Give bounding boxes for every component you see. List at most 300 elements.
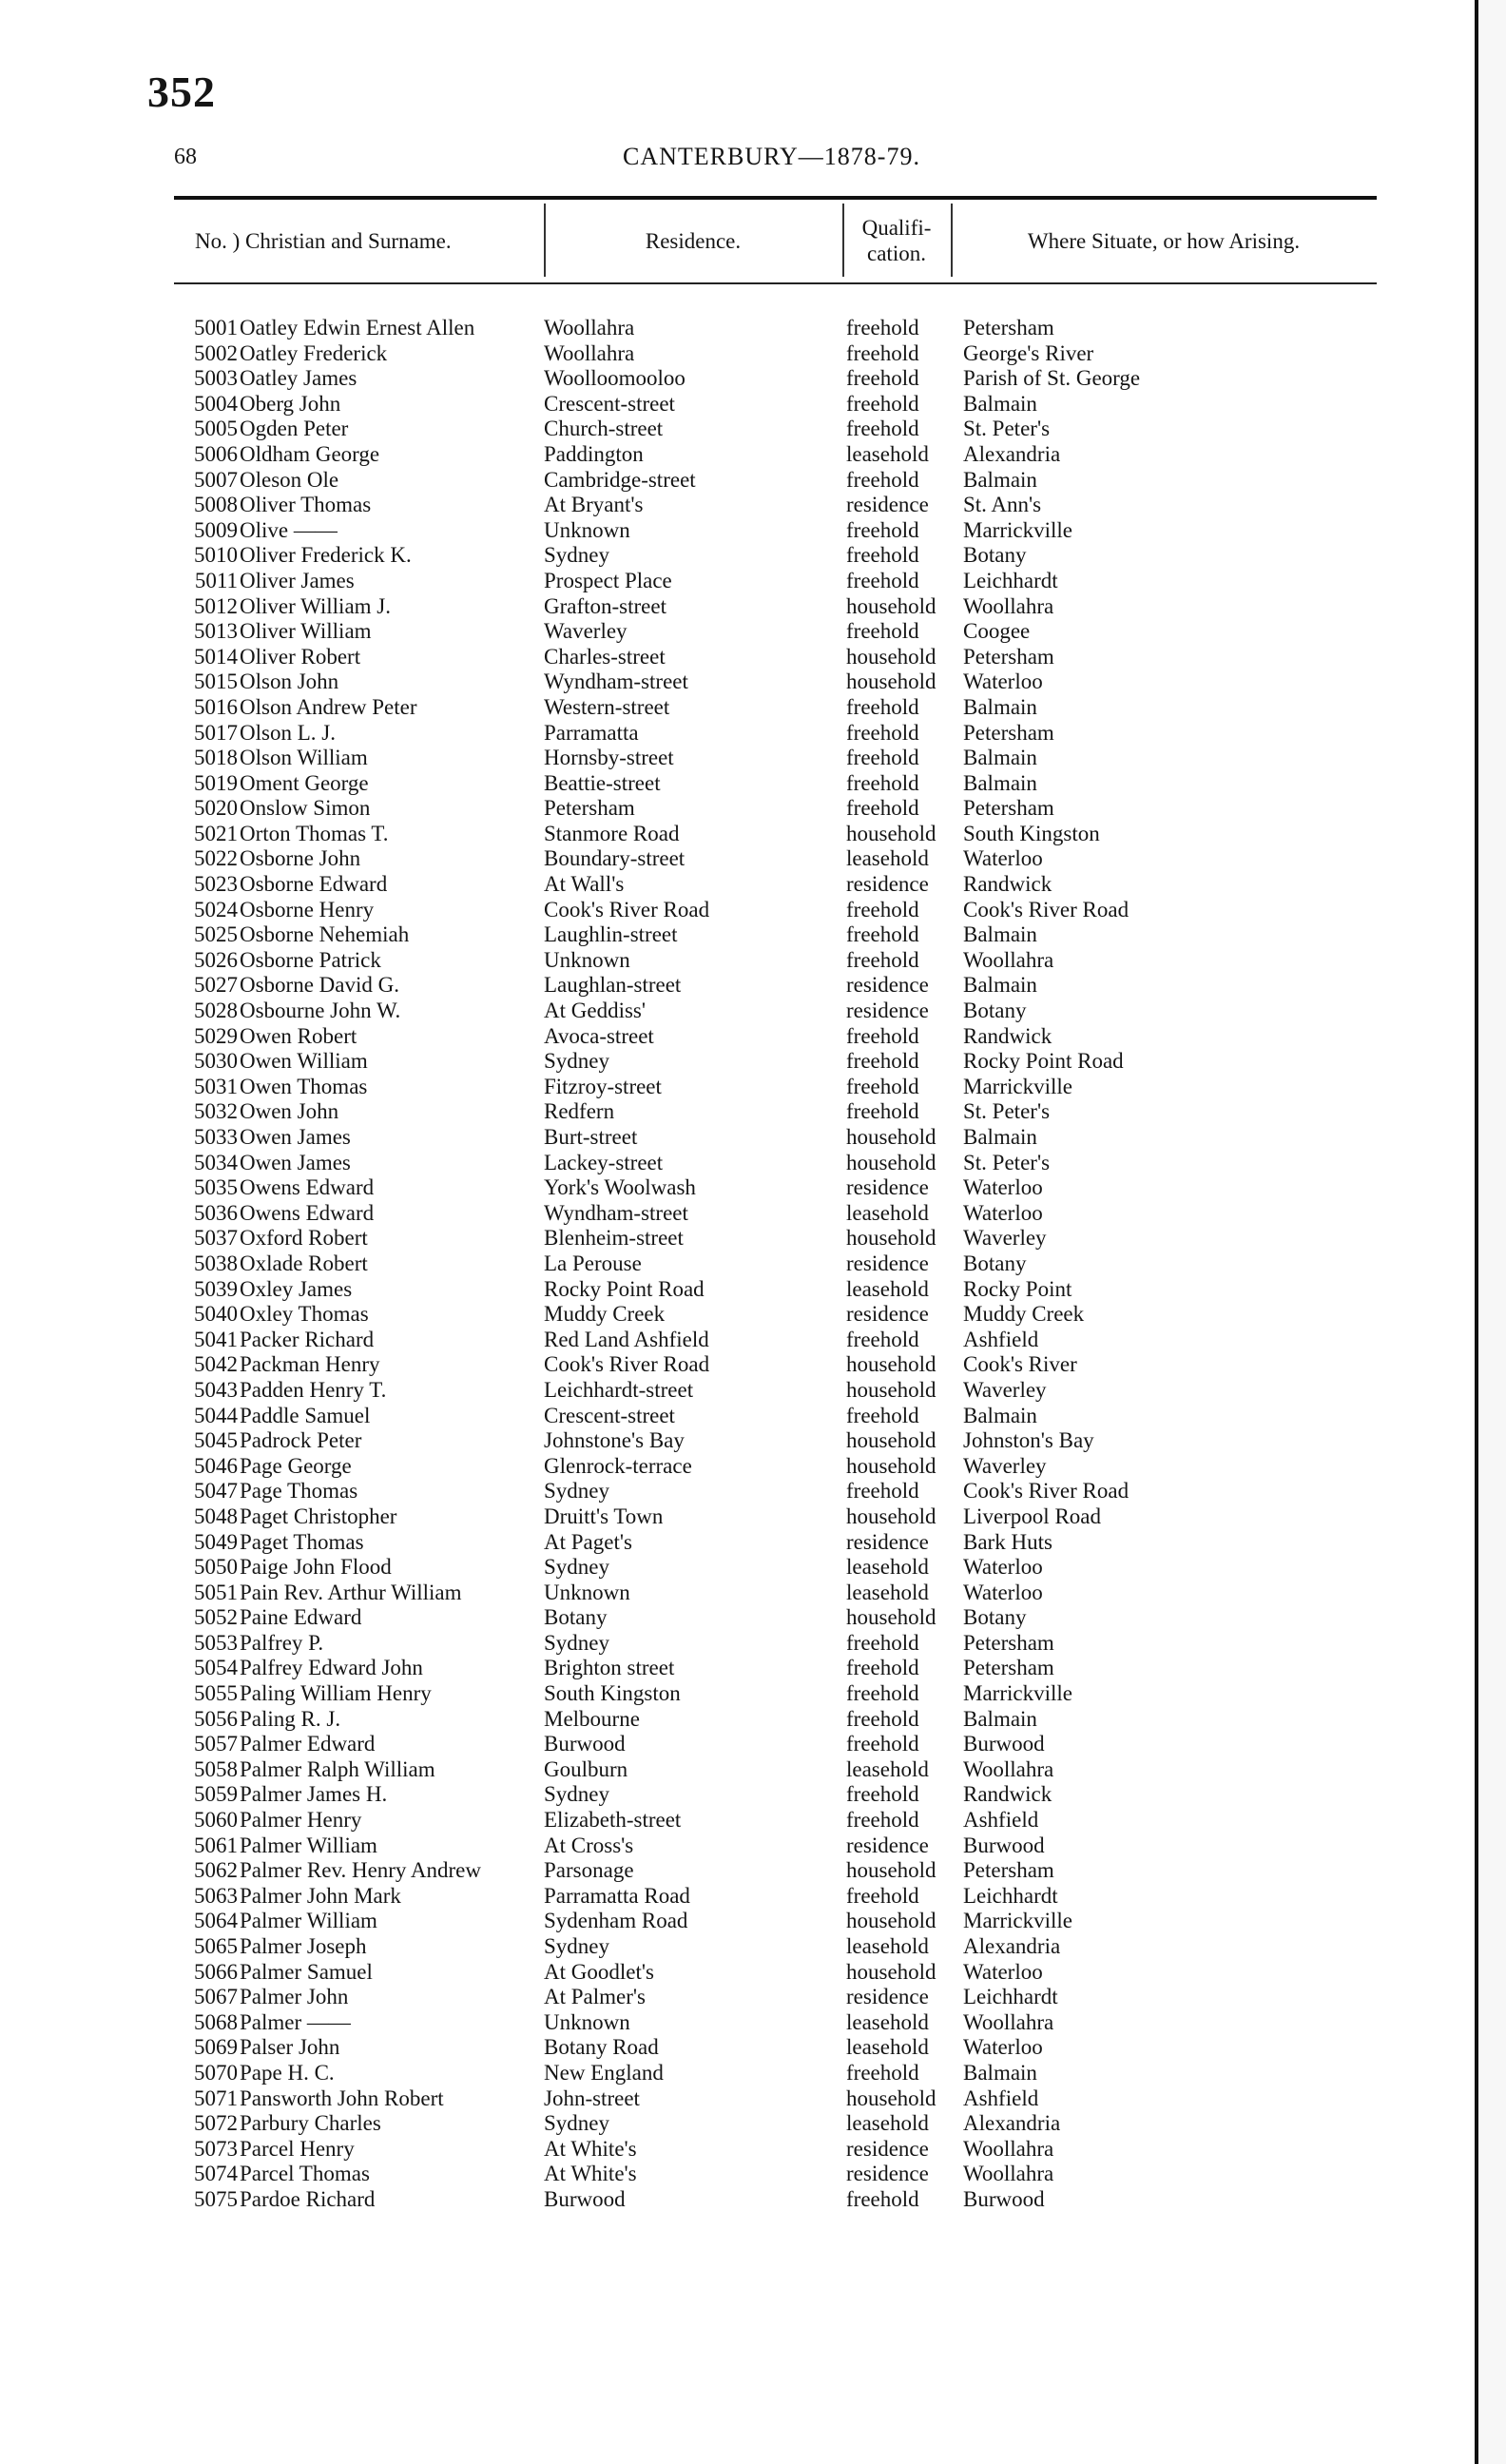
entry-qualification: freehold [846,1074,919,1098]
entry-residence: Johnstone's Bay [544,1428,685,1453]
table-row [0,1530,1464,1556]
entry-name: Oxford Robert [240,1226,368,1251]
entry-where: Marrickville [963,1681,1072,1706]
entry-name: Oatley James [240,366,357,391]
entry-qualification: residence [846,1529,929,1554]
entry-residence: Unknown [544,947,630,972]
table-row [0,1201,1464,1227]
entry-name: Palmer Ralph William [240,1756,435,1781]
entry-residence: Cook's River Road [544,1352,710,1377]
entry-qualification: leasehold [846,2009,929,2034]
entry-where: Leichhardt [963,568,1058,592]
entry-where: Alexandria [963,441,1061,466]
entry-name: Owens Edward [240,1175,375,1200]
entry-number: 5004 [194,391,238,416]
table-row [0,1757,1464,1783]
entry-qualification: freehold [846,1732,919,1756]
entry-residence: Church-street [544,417,664,441]
entry-where: St. Ann's [963,493,1042,517]
entry-residence: Burwood [544,1732,626,1756]
entry-residence: Melbourne [544,1706,640,1731]
entry-number: 5043 [194,1377,238,1402]
entry-where: Leichhardt [963,1883,1058,1908]
table-row [0,999,1464,1024]
entry-number: 5047 [194,1479,238,1504]
entry-qualification: freehold [846,467,919,492]
entry-name: Oatley Frederick [240,340,388,365]
entry-residence: At Goodlet's [544,1959,654,1984]
entry-qualification: freehold [846,1883,919,1908]
entry-where: Botany [963,543,1027,568]
entry-name: Page Thomas [240,1479,358,1504]
entry-qualification: freehold [846,1479,919,1504]
entry-name: Oberg John [240,391,341,416]
entry-name: Palmer Rev. Henry Andrew [240,1858,481,1883]
entry-residence: York's Woolwash [544,1175,696,1200]
entry-number: 5018 [194,746,238,770]
entry-number: 5021 [194,821,238,845]
entry-where: Balmain [963,922,1037,947]
table-row [0,1175,1464,1201]
table-row [0,1378,1464,1404]
entry-residence: Rocky Point Road [544,1276,705,1301]
entry-where: Waverley [963,1377,1047,1402]
entry-qualification: residence [846,1175,929,1200]
entry-qualification: household [846,1453,936,1478]
entry-number: 5057 [194,1732,238,1756]
table-row [0,1277,1464,1303]
entry-qualification: residence [846,1302,929,1327]
entry-qualification: residence [846,872,929,897]
entry-residence: Waverley [544,619,628,644]
entry-name: Pansworth John Robert [240,2086,444,2110]
entry-where: Waterloo [963,1555,1043,1580]
table-row [0,1226,1464,1251]
entry-where: Waverley [963,1453,1047,1478]
entry-name: Oleson Ole [240,467,339,492]
entry-number: 5042 [194,1352,238,1377]
entry-number: 5015 [194,669,238,694]
entry-number: 5069 [194,2035,238,2060]
table-row [0,366,1464,392]
entry-where: Bark Huts [963,1529,1052,1554]
entry-name: Palmer —— [240,2009,351,2034]
entry-number: 5073 [194,2136,238,2161]
entry-residence: South Kingston [544,1681,681,1706]
book-spine-edge [1475,0,1506,2464]
entry-name: Paine Edward [240,1605,362,1630]
entry-where: Petersham [963,1858,1054,1883]
entry-residence: Prospect Place [544,568,672,592]
entry-qualification: freehold [846,1681,919,1706]
entry-qualification: household [846,1959,936,1984]
entry-name: Olson John [240,669,339,694]
entry-number: 5024 [194,897,238,922]
entry-number: 5012 [194,593,238,618]
entry-where: Waterloo [963,669,1043,694]
entry-number: 5068 [194,2009,238,2034]
entry-number: 5060 [194,1808,238,1833]
entry-qualification: residence [846,2162,929,2186]
entry-where: Leichhardt [963,1985,1058,2009]
table-row [0,1858,1464,1884]
entry-name: Oatley Edwin Ernest Allen [240,316,475,340]
entry-where: Ashfield [963,2086,1039,2110]
entry-qualification: freehold [846,1023,919,1048]
entry-number: 5028 [194,999,238,1023]
entry-qualification: residence [846,1985,929,2009]
entry-number: 5001 [194,316,238,340]
entry-number: 5014 [194,644,238,669]
entry-qualification: residence [846,493,929,517]
entry-qualification: freehold [846,619,919,644]
table-row [0,1302,1464,1328]
entry-where: Botany [963,999,1027,1023]
entry-qualification: residence [846,1833,929,1857]
table-row [0,569,1464,594]
table-row [0,468,1464,494]
entry-residence: Parsonage [544,1858,634,1883]
entry-name: Padden Henry T. [240,1377,387,1402]
entry-where: Woollahra [963,2009,1054,2034]
table-row [0,1960,1464,1986]
entry-name: Palmer James H. [240,1782,388,1807]
entry-qualification: freehold [846,1808,919,1833]
entry-name: Orton Thomas T. [240,821,389,845]
entry-number: 5035 [194,1175,238,1200]
entry-name: Palmer William [240,1833,377,1857]
entry-where: Cook's River Road [963,1479,1130,1504]
entry-where: Woollahra [963,593,1054,618]
entry-qualification: household [846,1352,936,1377]
entry-where: Alexandria [963,2111,1061,2136]
entry-where: St. Peter's [963,1099,1051,1124]
entry-number: 5045 [194,1428,238,1453]
entry-number: 5065 [194,1934,238,1958]
table-row [0,316,1464,341]
entry-qualification: freehold [846,1630,919,1655]
entry-qualification: leasehold [846,1580,929,1604]
entry-qualification: freehold [846,417,919,441]
entry-number: 5048 [194,1504,238,1528]
table-row [0,2061,1464,2086]
entry-number: 5063 [194,1883,238,1908]
entry-where: Woollahra [963,2162,1054,2186]
table-row [0,846,1464,872]
entry-where: Woollahra [963,2136,1054,2161]
entry-qualification: leasehold [846,2035,929,2060]
entry-name: Oxley James [240,1276,353,1301]
entry-name: Onslow Simon [240,796,371,821]
entry-number: 5030 [194,1049,238,1074]
entry-residence: Sydney [544,1934,609,1958]
table-row [0,442,1464,468]
entry-where: Petersham [963,720,1054,745]
entry-number: 5053 [194,1630,238,1655]
entry-name: Palmer Henry [240,1808,362,1833]
entry-residence: Sydney [544,543,609,568]
entry-qualification: freehold [846,1706,919,1731]
entry-residence: Muddy Creek [544,1302,666,1327]
table-row [0,669,1464,695]
table-row [0,1479,1464,1504]
table-row [0,1581,1464,1606]
entry-name: Parcel Henry [240,2136,355,2161]
entry-name: Osborne John [240,846,361,871]
entry-name: Paddle Samuel [240,1403,371,1427]
entry-where: Cook's River Road [963,897,1130,922]
entry-where: Waterloo [963,1200,1043,1225]
entry-number: 5033 [194,1125,238,1149]
entry-qualification: freehold [846,2060,919,2085]
entry-qualification: freehold [846,1782,919,1807]
entry-number: 5046 [194,1453,238,1478]
entry-where: Petersham [963,796,1054,821]
entry-qualification: leasehold [846,1555,929,1580]
entry-residence: Cook's River Road [544,897,710,922]
entry-number: 5034 [194,1150,238,1174]
entry-residence: Botany [544,1605,608,1630]
entry-number: 5052 [194,1605,238,1630]
entry-residence: At Bryant's [544,493,644,517]
table-row [0,1707,1464,1733]
entry-name: Oliver James [240,568,355,592]
entry-residence: Fitzroy-street [544,1074,662,1098]
entry-number: 5011 [194,568,238,592]
entry-name: Oliver Frederick K. [240,543,412,568]
running-title: CANTERBURY—1878-79. [623,143,920,170]
entry-where: Burwood [963,1833,1045,1857]
entry-where: Marrickville [963,1909,1072,1933]
entry-name: Parbury Charles [240,2111,381,2136]
entry-qualification: household [846,2086,936,2110]
entry-residence: Sydney [544,1782,609,1807]
entry-number: 5039 [194,1276,238,1301]
table-row [0,1328,1464,1353]
entry-qualification: freehold [846,746,919,770]
table-row [0,746,1464,771]
entry-residence: At White's [544,2136,637,2161]
entry-name: Osborne Edward [240,872,388,897]
entry-residence: At Palmer's [544,1985,646,2009]
table-row [0,493,1464,518]
entry-where: Woollahra [963,1756,1054,1781]
entry-qualification: household [846,1226,936,1251]
entry-number: 5023 [194,872,238,897]
entry-residence: Crescent-street [544,1403,675,1427]
entry-residence: Sydney [544,1049,609,1074]
entry-where: Balmain [963,1125,1037,1149]
entry-number: 5002 [194,340,238,365]
entry-number: 5040 [194,1302,238,1327]
table-row [0,2162,1464,2187]
entry-qualification: freehold [846,340,919,365]
table-row [0,1605,1464,1631]
entry-number: 5061 [194,1833,238,1857]
entry-residence: Parramatta [544,720,639,745]
table-row [0,1075,1464,1100]
table-row [0,1631,1464,1657]
entry-where: Coogee [963,619,1031,644]
entry-qualification: household [846,1909,936,1933]
entry-residence: Woollahra [544,340,635,365]
entry-name: Palmer Edward [240,1732,376,1756]
table-row [0,898,1464,923]
header-qualification [842,215,951,266]
entry-number: 5056 [194,1706,238,1731]
entry-name: Oldham George [240,441,380,466]
entry-residence: Laughlin-street [544,922,678,947]
entry-number: 5013 [194,619,238,644]
entry-number: 5007 [194,467,238,492]
entry-name: Palfrey Edward John [240,1656,423,1680]
entry-qualification: household [846,593,936,618]
entry-where: Balmain [963,391,1037,416]
header-where: Where Situate, or how Arising. [1027,229,1301,253]
entry-residence: Stanmore Road [544,821,680,845]
entry-residence: At Wall's [544,872,625,897]
table-row [0,1024,1464,1050]
entry-residence: Burt-street [544,1125,638,1149]
entry-qualification: leasehold [846,1276,929,1301]
entry-name: Ogden Peter [240,417,349,441]
table-row [0,1782,1464,1808]
entry-residence: Laughlan-street [544,973,682,998]
sub-page-number: 68 [174,145,197,169]
entry-residence: Glenrock-terrace [544,1453,692,1478]
entry-number: 5009 [194,517,238,542]
entry-number: 5054 [194,1656,238,1680]
entry-name: Owen Robert [240,1023,357,1048]
entry-where: Alexandria [963,1934,1061,1958]
entry-qualification: freehold [846,947,919,972]
entry-qualification: freehold [846,1099,919,1124]
entry-qualification: residence [846,973,929,998]
entry-where: Woollahra [963,947,1054,972]
entry-name: Parcel Thomas [240,2162,370,2186]
entry-where: South Kingston [963,821,1100,845]
header-bottom-rule [174,282,1377,284]
table-row [0,1656,1464,1681]
entry-qualification: freehold [846,366,919,391]
entry-number: 5026 [194,947,238,972]
table-row [0,948,1464,974]
entry-where: Rocky Point [963,1276,1072,1301]
entry-name: Owen James [240,1150,351,1174]
entry-name: Olson L. J. [240,720,336,745]
entry-name: Oment George [240,770,369,795]
table-row [0,695,1464,721]
entry-residence: Druitt's Town [544,1504,664,1528]
entry-name: Paget Christopher [240,1504,397,1528]
entry-qualification: household [846,821,936,845]
entry-qualification: residence [846,999,929,1023]
header-residence: Residence. [645,229,742,253]
table-row [0,1151,1464,1176]
entry-where: Burwood [963,2186,1045,2211]
entry-name: Owen Thomas [240,1074,368,1098]
entry-qualification: freehold [846,316,919,340]
entry-qualification: freehold [846,720,919,745]
entry-number: 5025 [194,922,238,947]
entry-residence: Western-street [544,694,670,719]
table-row [0,1732,1464,1757]
entry-where: Waterloo [963,1175,1043,1200]
entry-name: Page George [240,1453,352,1478]
entry-residence: Avoca-street [544,1023,654,1048]
entry-qualification: freehold [846,391,919,416]
entry-qualification: freehold [846,694,919,719]
entry-number: 5051 [194,1580,238,1604]
entry-name: Pain Rev. Arthur William [240,1580,462,1604]
entry-number: 5017 [194,720,238,745]
entry-name: Owens Edward [240,1200,375,1225]
entry-residence: Sydney [544,2111,609,2136]
table-row [0,1125,1464,1151]
entry-where: Marrickville [963,517,1072,542]
entry-name: Oxlade Robert [240,1251,368,1275]
table-row [0,721,1464,747]
entry-qualification: freehold [846,1049,919,1074]
entry-residence: Leichhardt-street [544,1377,694,1402]
entry-where: Balmain [963,2060,1037,2085]
entry-name: Packman Henry [240,1352,380,1377]
entry-residence: At Cross's [544,1833,634,1857]
entry-residence: Lackey-street [544,1150,664,1174]
entry-number: 5067 [194,1985,238,2009]
entry-residence: Grafton-street [544,593,666,618]
entry-residence: Hornsby-street [544,746,674,770]
table-row [0,417,1464,442]
entry-name: Pardoe Richard [240,2186,376,2211]
table-row [0,1454,1464,1480]
entry-residence: Sydney [544,1555,609,1580]
entry-qualification: household [846,1858,936,1883]
table-row [0,2010,1464,2036]
entry-where: Balmain [963,467,1037,492]
entry-number: 5005 [194,417,238,441]
entry-name: Osborne David G. [240,973,399,998]
entry-name: Paling R. J. [240,1706,341,1731]
entry-number: 5062 [194,1858,238,1883]
entry-name: Paget Thomas [240,1529,364,1554]
table-row [0,973,1464,999]
entry-residence: Unknown [544,1580,630,1604]
table-row [0,543,1464,569]
entry-residence: Sydney [544,1479,609,1504]
entry-name: Owen William [240,1049,368,1074]
entry-qualification: freehold [846,568,919,592]
entry-where: Marrickville [963,1074,1072,1098]
entry-where: Balmain [963,694,1037,719]
entry-residence: Sydney [544,1630,609,1655]
table-row [0,1909,1464,1934]
table-row [0,1884,1464,1910]
table-row [0,872,1464,898]
entry-number: 5006 [194,441,238,466]
entry-number: 5038 [194,1251,238,1275]
entry-residence: Crescent-street [544,391,675,416]
entry-residence: Cambridge-street [544,467,696,492]
entry-name: Palmer Samuel [240,1959,373,1984]
table-row [0,1099,1464,1125]
header-no-name: No. ) Christian and Surname. [195,229,452,253]
entry-name: Palmer William [240,1909,377,1933]
entry-qualification: freehold [846,1327,919,1351]
table-row [0,771,1464,797]
entry-where: Cook's River [963,1352,1077,1377]
entry-name: Palmer Joseph [240,1934,367,1958]
